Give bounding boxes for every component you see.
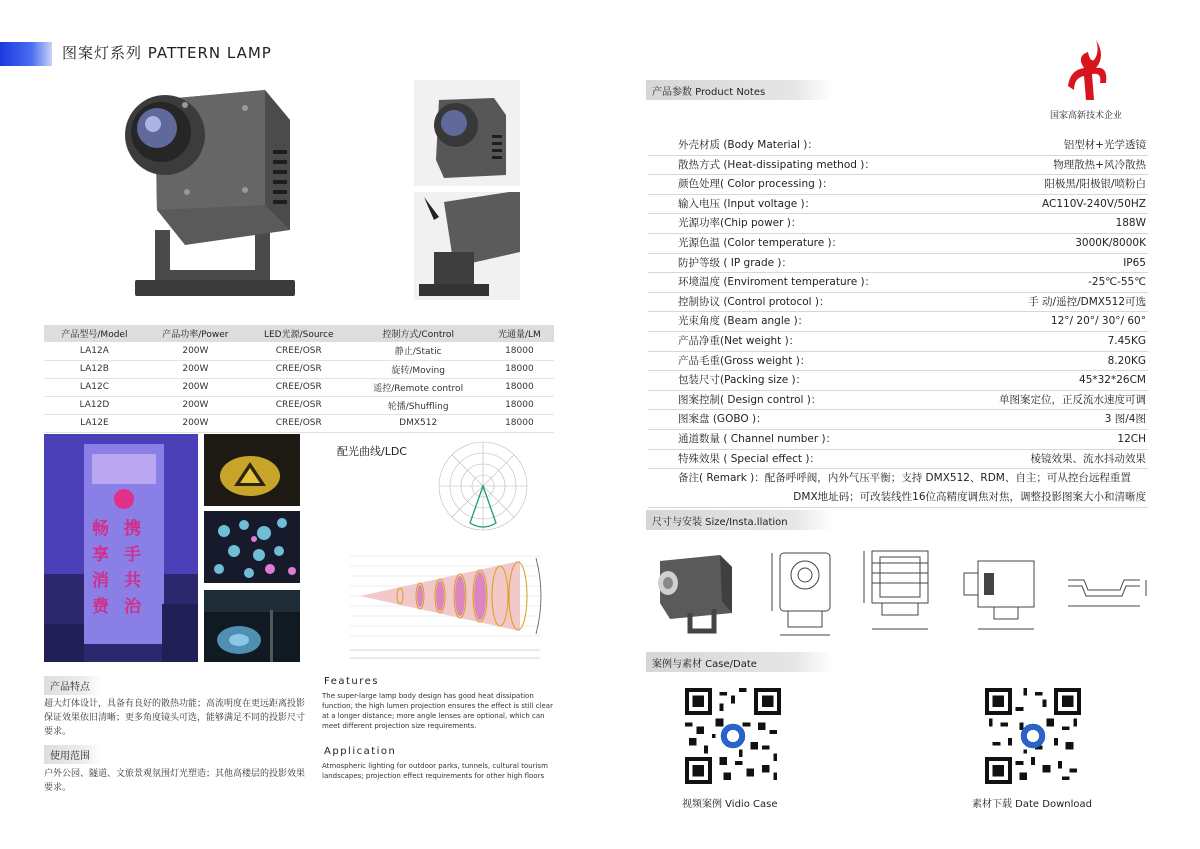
night-ground-projection-photo <box>204 590 300 662</box>
spec-value: 铝型材+光学透镜 <box>1063 139 1146 151</box>
product-bracket-image <box>414 192 520 300</box>
beam-projection-diagram <box>340 546 552 664</box>
gobo-pattern-photo <box>204 511 300 583</box>
features-cn-text: 超大灯体设计，具备有良好的散热功能；高流明度在更远距离投影保证效果依旧清晰；更多角度镜头可选，能够满足不同的投影尺寸要求。 <box>44 699 306 737</box>
spec-value: AC110V-240V/50HZ <box>1042 197 1146 210</box>
video-case-label: 视频案例 Vidio Case <box>682 799 778 810</box>
spec-key: 包装尺寸(Packing size )： <box>678 374 807 387</box>
svg-text:手: 手 <box>124 545 141 565</box>
company-logo-icon <box>1066 38 1112 104</box>
spec-value: 188W <box>1115 217 1146 230</box>
light-distribution-curve <box>428 437 538 535</box>
spec-row <box>648 175 1148 195</box>
page-title: 图案灯系列 PATTERN LAMP <box>62 44 272 62</box>
spec-key: 光束角度 (Beam angle )： <box>678 315 809 328</box>
column-header: LED光源/Source <box>246 325 352 342</box>
application-cn-title: 使用范围 <box>44 745 102 764</box>
table-cell: 200W <box>145 360 246 378</box>
svg-text:共: 共 <box>124 571 141 591</box>
spec-row <box>648 195 1148 215</box>
spec-key: 输入电压 (Input voltage )： <box>678 197 816 210</box>
spec-value: 手 动/遥控/DMX512可选 <box>1028 295 1146 308</box>
spec-value: 阳极黑/阳极银/喷粉白 <box>1044 178 1146 191</box>
size-drawing-front <box>758 545 838 640</box>
table-cell: LA12B <box>44 360 145 378</box>
table-cell: 200W <box>145 342 246 360</box>
table-cell: 旋转/Moving <box>352 360 485 378</box>
spec-row <box>648 234 1148 254</box>
size-drawing-top <box>958 543 1048 643</box>
table-cell: 轮播/Shuffling <box>352 396 485 414</box>
spec-value: IP65 <box>1123 256 1146 269</box>
features-cn-title: 产品特点 <box>44 676 102 695</box>
spec-row <box>648 332 1148 352</box>
spec-value: 单图案定位，正反流水速度可调 <box>999 393 1146 406</box>
company-logo-caption: 国家高新技术企业 <box>1050 111 1123 121</box>
table-cell: LA12A <box>44 342 145 360</box>
column-header: 产品功率/Power <box>145 325 246 342</box>
spec-key: 防护等级 ( IP grade )： <box>678 256 793 269</box>
case-section-header: 案例与素材 Case/Date <box>646 652 832 672</box>
download-label: 素材下载 Date Download <box>972 799 1092 810</box>
spec-key: 产品净重(Net weight )： <box>678 334 800 347</box>
spec-key: 光源功率(Chip power )： <box>678 217 802 230</box>
spec-remark-line-1: 备注( Remark )：配备呼呼阀，内外气压平衡；支持 DMX512、RDM、自主；可从控台远程重置 <box>678 472 1131 485</box>
spec-row <box>648 273 1148 293</box>
spec-row <box>648 214 1148 234</box>
spec-value: -25℃-55℃ <box>1088 276 1146 289</box>
column-header: 光通量/LM <box>485 325 554 342</box>
table-cell: DMX512 <box>352 414 485 432</box>
ldc-label: 配光曲线/LDC <box>337 445 407 458</box>
spec-row <box>648 430 1148 450</box>
column-header: 控制方式/Control <box>352 325 485 342</box>
features-en-text: The super-large lamp body design has good heat dissipation function; the high lumen projection ensures the effect is still clear at a longer distance; more angle lenses are optional, which can meet different projection size requirements. <box>322 692 553 730</box>
table-cell: 18000 <box>485 360 554 378</box>
svg-text:携: 携 <box>124 519 141 539</box>
application-cn-text: 户外公园、隧道、文旅景观氛围灯光塑造；其他高楼层的投影效果要求。 <box>44 769 306 793</box>
spec-row <box>648 293 1148 313</box>
spec-row <box>648 254 1148 274</box>
table-cell: CREE/OSR <box>246 396 352 414</box>
table-row <box>44 396 554 414</box>
spec-remark-line-2: DMX地址码；可改装线性16位高精度调焦对焦，调整投影图案大小和清晰度 <box>793 491 1146 504</box>
download-qr-code[interactable] <box>985 688 1081 784</box>
spec-key: 通道数量 ( Channel number )： <box>678 432 837 445</box>
size-drawing-side <box>858 543 940 643</box>
spec-key: 特殊效果 ( Special effect )： <box>678 452 820 465</box>
table-row <box>44 414 554 432</box>
table-cell: 遥控/Remote control <box>352 378 485 396</box>
table-cell: 18000 <box>485 378 554 396</box>
spec-value: 3000K/8000K <box>1075 236 1146 249</box>
table-cell: LA12D <box>44 396 145 414</box>
table-cell: CREE/OSR <box>246 360 352 378</box>
spec-key: 散热方式 (Heat-dissipating method )： <box>678 158 875 171</box>
svg-text:消: 消 <box>92 571 109 591</box>
table-row <box>44 378 554 396</box>
spec-value: 12CH <box>1117 432 1146 445</box>
spec-key: 图案盘 (GOBO )： <box>678 413 767 426</box>
table-cell: 18000 <box>485 342 554 360</box>
svg-text:畅: 畅 <box>92 519 109 539</box>
product-main-image <box>95 80 345 302</box>
table-cell: CREE/OSR <box>246 378 352 396</box>
spec-key: 环境温度 (Enviroment temperature )： <box>678 276 876 289</box>
features-en-title: Features <box>324 676 379 687</box>
video-case-qr-code[interactable] <box>685 688 781 784</box>
table-cell: LA12C <box>44 378 145 396</box>
spec-key: 产品毛重(Gross weight )： <box>678 354 811 367</box>
svg-text:享: 享 <box>92 545 109 565</box>
table-row <box>44 342 554 360</box>
spec-row <box>648 450 1148 470</box>
svg-text:费: 费 <box>92 597 109 617</box>
spec-row <box>648 391 1148 411</box>
application-en-text: Atmospheric lighting for outdoor parks, tunnels, cultural tourism landscapes; projection effect requirements for other high floors <box>322 762 548 780</box>
table-row <box>44 360 554 378</box>
spec-value: 12°/ 20°/ 30°/ 60° <box>1050 315 1146 328</box>
column-header: 产品型号/Model <box>44 325 145 342</box>
ground-logo-projection-photo <box>204 434 300 506</box>
size-drawing-bracket <box>1060 560 1152 620</box>
product-side-view-image <box>414 80 520 186</box>
spec-value: 3 图/4图 <box>1104 413 1146 426</box>
header-accent-bar <box>0 42 52 66</box>
table-cell: 200W <box>145 378 246 396</box>
size-section-header: 尺寸与安装 Size/Insta.llation <box>646 510 832 530</box>
table-cell: CREE/OSR <box>246 414 352 432</box>
table-cell: 18000 <box>485 414 554 432</box>
svg-text:治: 治 <box>124 597 141 617</box>
spec-key: 控制协议 (Control protocol )： <box>678 295 830 308</box>
building-projection-photo <box>44 434 198 662</box>
spec-value: 8.20KG <box>1107 354 1146 367</box>
spec-key: 颜色处理( Color processing )： <box>678 178 833 191</box>
application-en-title: Application <box>324 746 397 757</box>
spec-key: 外壳材质 (Body Material )： <box>678 139 818 151</box>
table-cell: 静止/Static <box>352 342 485 360</box>
spec-key: 图案控制( Design control )： <box>678 393 822 406</box>
spec-row <box>648 352 1148 372</box>
table-cell: CREE/OSR <box>246 342 352 360</box>
spec-value: 物理散热+风冷散热 <box>1053 158 1146 171</box>
spec-value: 棱镜效果、流水抖动效果 <box>1030 452 1146 465</box>
spec-list <box>648 136 1148 508</box>
spec-row <box>648 136 1148 156</box>
table-cell: 200W <box>145 396 246 414</box>
spec-value: 7.45KG <box>1107 334 1146 347</box>
spec-row <box>648 410 1148 430</box>
model-table <box>44 325 554 433</box>
spec-remark <box>648 469 1148 508</box>
table-cell: 18000 <box>485 396 554 414</box>
size-photo-3d-view <box>650 543 742 635</box>
table-cell: 200W <box>145 414 246 432</box>
spec-section-header: 产品参数 Product Notes <box>646 80 832 100</box>
table-cell: LA12E <box>44 414 145 432</box>
spec-row <box>648 156 1148 176</box>
model-table-header <box>44 325 554 342</box>
spec-row <box>648 371 1148 391</box>
spec-key: 光源色温 (Color temperature )： <box>678 236 843 249</box>
spec-row <box>648 312 1148 332</box>
spec-value: 45*32*26CM <box>1079 374 1146 387</box>
